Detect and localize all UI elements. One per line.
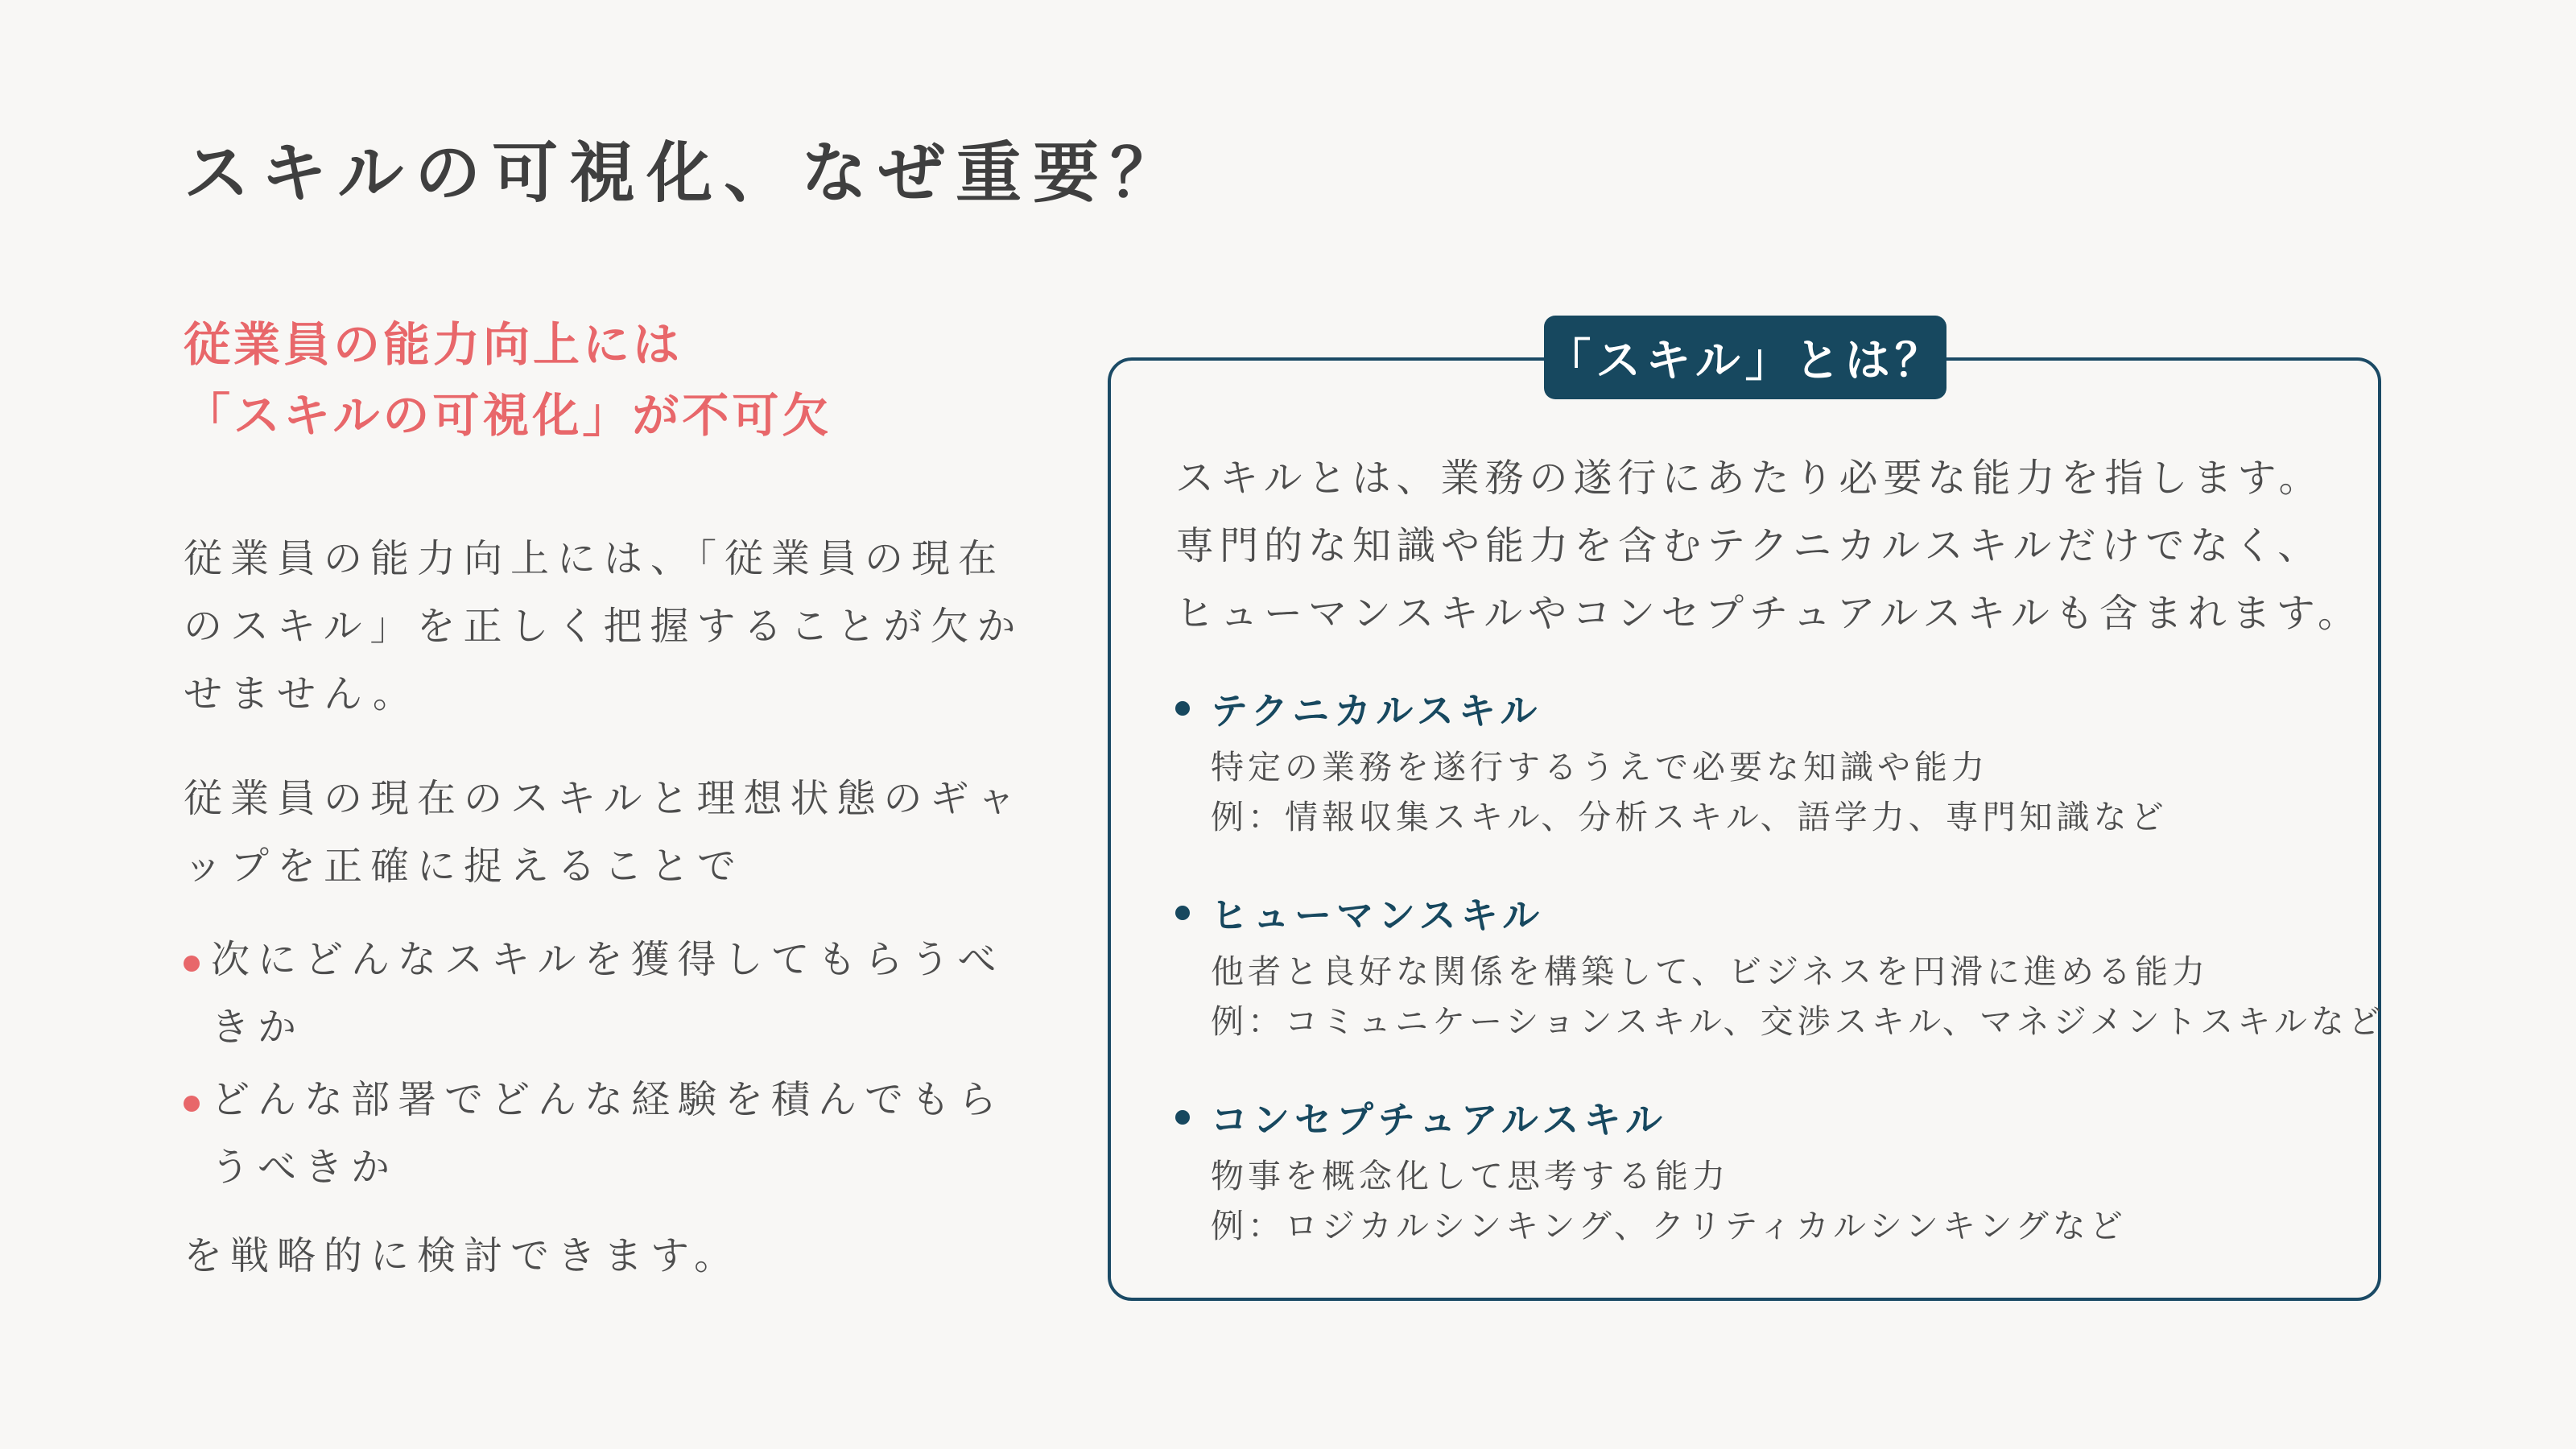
bullet-dot-icon	[1175, 1110, 1190, 1125]
lead-heading-line-1: 従業員の能力向上には	[184, 317, 683, 372]
skill-description: 他者と良好な関係を構築して、ビジネスを円滑に進める能力	[1211, 952, 2209, 991]
skill-human	[1175, 889, 2385, 1046]
lead-heading-line-2: 「スキルの可視化」が不可欠	[184, 388, 832, 443]
list-item-text: どんな部署でどんな経験を積んでもらうべきか	[211, 1077, 1005, 1190]
page-title: スキルの可視化、なぜ重要？	[184, 135, 1188, 212]
skill-description: 特定の業務を遂行するうえで必要な知識や能力	[1211, 748, 1988, 786]
lead-heading	[184, 309, 1069, 451]
bullet-dot-icon	[1175, 906, 1190, 920]
bullet-dot-icon	[184, 1096, 200, 1112]
skill-heading	[1175, 1093, 2334, 1141]
card-intro	[1175, 444, 2362, 647]
list-item-text: 次にどんなスキルを獲得してもらうべきか	[211, 937, 1005, 1050]
skill-name: ヒューマンスキル	[1211, 894, 1545, 937]
bullet-list	[184, 926, 1037, 1201]
left-body	[184, 525, 1037, 1290]
skill-technical	[1175, 684, 2334, 842]
skill-example: 例：コミュニケーションスキル、交渉スキル、マネジメントスキルなど	[1211, 1002, 2385, 1041]
skill-name: テクニカルスキル	[1211, 689, 1542, 733]
skill-heading	[1175, 684, 2334, 733]
skill-heading	[1175, 889, 2334, 937]
bullet-dot-icon	[1175, 701, 1190, 716]
list-item	[184, 926, 1037, 1061]
skill-example: 例：情報収集スキル、分析スキル、語学力、専門知識など	[1211, 798, 2168, 836]
skill-name: コンセプチュアルスキル	[1211, 1098, 1667, 1141]
card-intro-line: ヒューマンスキルやコンセプチュアルスキルも含まれます。	[1175, 591, 2362, 636]
card-badge: 「スキル」とは？	[1544, 316, 1946, 399]
intro-paragraph: 従業員の能力向上には、「従業員の現在のスキル」を正しく把握することが欠かせません。	[184, 536, 1024, 716]
gap-paragraph: 従業員の現在のスキルと理想状態のギャップを正確に捉えることで	[184, 776, 1024, 889]
skill-example: 例：ロジカルシンキング、クリティカルシンキングなど	[1211, 1207, 2127, 1245]
bullet-dot-icon	[184, 956, 200, 972]
skill-description: 物事を概念化して思考する能力	[1211, 1157, 1729, 1195]
conclusion-paragraph: を戦略的に検討できます。	[184, 1233, 741, 1278]
skill-conceptual	[1175, 1093, 2334, 1251]
list-item	[184, 1066, 1037, 1201]
card-intro-line: スキルとは、業務の遂行にあたり必要な能力を指します。	[1175, 456, 2323, 501]
card-intro-line: 専門的な知識や能力を含むテクニカルスキルだけでなく、	[1175, 523, 2322, 568]
